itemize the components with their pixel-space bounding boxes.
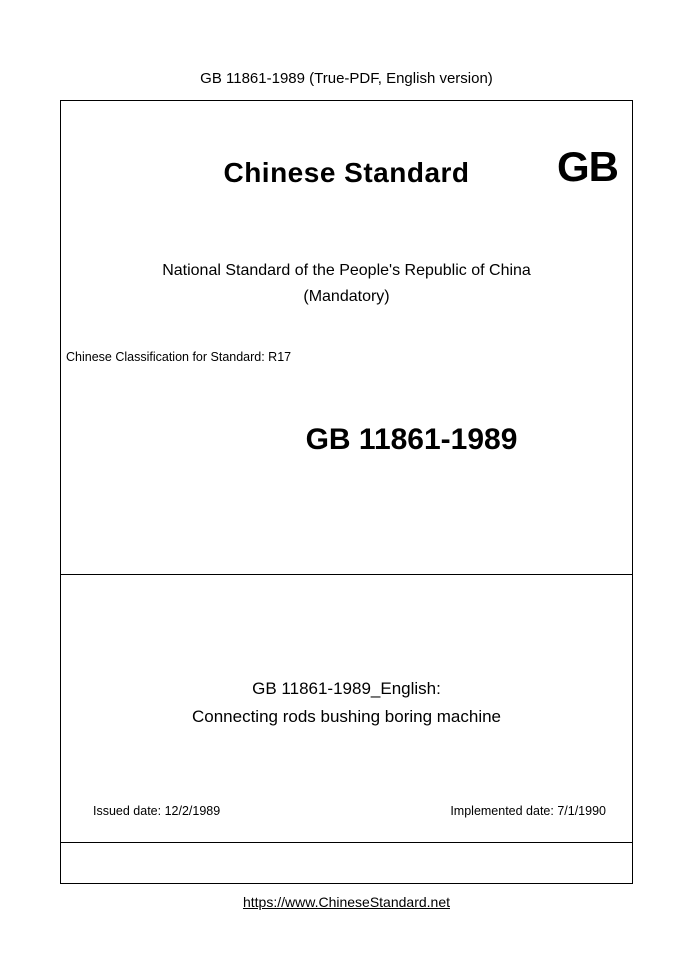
classification-code: Chinese Classification for Standard: R17 bbox=[66, 350, 292, 364]
english-title-block bbox=[61, 675, 632, 731]
cover-top-section bbox=[61, 101, 632, 575]
gb-logo: GB bbox=[557, 143, 618, 190]
issued-date: Issued date: 12/2/1989 bbox=[93, 804, 221, 818]
cover-middle-section bbox=[61, 575, 632, 843]
national-standard-text bbox=[61, 258, 632, 310]
english-title-line-1: GB 11861-1989_English: bbox=[252, 679, 441, 698]
cover-bottom-section bbox=[61, 843, 632, 883]
english-title-line-2: Connecting rods bushing boring machine bbox=[191, 707, 502, 726]
chinese-standard-website-link[interactable]: https://www.ChineseStandard.net bbox=[242, 894, 450, 910]
national-standard-line-2: (Mandatory) bbox=[303, 288, 390, 305]
implemented-date: Implemented date: 7/1/1990 bbox=[450, 804, 606, 818]
standard-number: GB 11861-1989 bbox=[305, 423, 518, 456]
national-standard-line-1: National Standard of the People's Republic of China bbox=[162, 262, 531, 279]
document-header-title: GB 11861-1989 (True-PDF, English version) bbox=[200, 70, 493, 87]
cover-main-title: Chinese Standard bbox=[223, 157, 470, 188]
cover-frame bbox=[60, 100, 633, 884]
